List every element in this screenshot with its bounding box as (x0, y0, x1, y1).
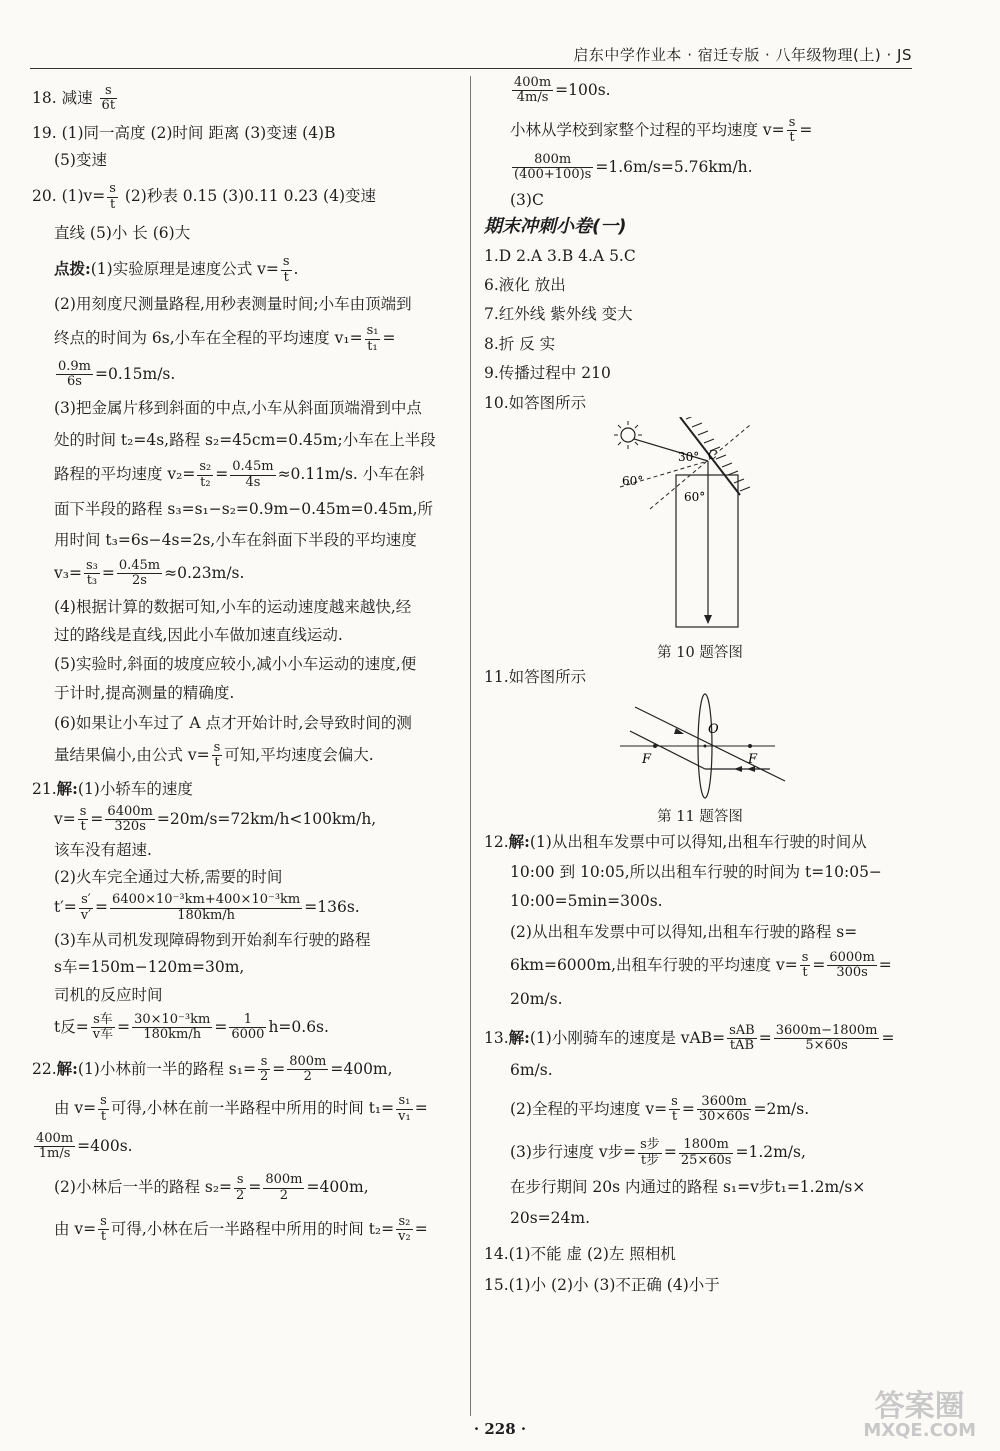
fraction: $\frac{\text{30×10⁻³km}}{180km/h}$ (134, 1012, 211, 1043)
r-top3: $\frac{800m}{(400+100)s}$ =1.6m/s=5.76km/h. (514, 152, 753, 183)
p5-line2: 于计时,提高测量的精确度. (54, 684, 235, 703)
q21-line8: 司机的反应时间 (54, 985, 163, 1004)
q22-line2: 由 v= $\frac{s}{t}$ 可得,小林在前一半路程中所用的时间 t₁= $\frac{\text{s₁}}{\text{v₁}}$ = (54, 1093, 428, 1124)
fraction: $\frac{\text{s车}}{\text{v车}}$ (92, 1012, 114, 1043)
q22-line5: 由 v= $\frac{s}{t}$ 可得,小林在后一半路程中所用的时间 t₂= $\frac{\text{s₂}}{\text{v₂}}$ = (54, 1214, 428, 1245)
q21-line5: t′= $\frac{s'}{v'}$ = $\frac{\text{6400×10⁻³km+400×10⁻³km}}{180km/h}$ =136s. (54, 892, 360, 923)
right-column (484, 75, 916, 1295)
q21-line3: 该车没有超速. (54, 840, 152, 859)
r-top2: 小林从学校到家整个过程的平均速度 v= $\frac{s}{t}$ = (510, 114, 813, 145)
page-number: · 228 · (473, 1420, 527, 1438)
fraction: $\frac{\text{6400×10⁻³km+400×10⁻³km}}{180km/h}$ (112, 892, 301, 923)
sun-rays (614, 421, 642, 449)
q20-line2: 直线 (5)小 长 (6)大 (54, 223, 191, 242)
fraction: $\frac{s}{t}$ (801, 949, 809, 981)
left-column (32, 80, 458, 1245)
section-title: 期末冲刺小卷(一) (484, 216, 627, 238)
q18: 18. 减速 $\frac{s}{6t}$ (32, 83, 116, 114)
dianbo-p1: 点拨:(1)实验原理是速度公式 v= $\frac{s}{t}$ . (54, 254, 299, 285)
answer-6: 6.液化 放出 (484, 276, 566, 295)
q13-line1: 13.解:(1)小刚骑车的速度是 vAB= $\frac{\text{sAB}}{\text{tAB}}$ = $\frac{3600m-1800m}{5\times 60s}$ = (484, 1022, 895, 1054)
label-o: O (708, 722, 719, 738)
q19-line2: (5)变速 (54, 150, 107, 169)
q21-line4: (2)火车完全通过大桥,需要的时间 (54, 867, 283, 886)
label-c: C (708, 447, 718, 462)
q13-line5: 在步行期间 20s 内通过的路程 s₁=v步t₁=1.2m/s× (510, 1177, 866, 1196)
figure-10-caption: 第 10 题答图 (657, 644, 743, 661)
p3-line4: 面下半段的路程 s₃=s₁−s₂=0.9m−0.45m=0.45m,所 (54, 499, 434, 518)
fraction: $\frac{s}{2}$ (259, 1053, 269, 1084)
q21-line7: s车=150m−120m=30m, (54, 958, 245, 977)
fraction: $\frac{\text{sAB}}{\text{tAB}}$ (729, 1022, 755, 1054)
p4-line2: 过的路线是直线,因此小车做加速直线运动. (54, 625, 343, 644)
q13-line2: 6m/s. (510, 1061, 553, 1080)
q12-line5: 6km=6000m,出租车行驶的平均速度 v= $\frac{s}{t}$ = $\frac{6000m}{300s}$ = (510, 949, 892, 981)
fraction: $\frac{800m}{(400+100)s}$ (514, 152, 592, 183)
q21-line9: t反= $\frac{\text{s车}}{\text{v车}}$ = $\frac{\text{30×10⁻³km}}{180km/h}$ = $\frac{1}{6000}$ h=0.6s. (54, 1012, 329, 1043)
p4-line1: (4)根据计算的数据可知,小车的运动速度越来越快,经 (54, 598, 412, 617)
fraction: $\frac{s}{6t}$ (101, 83, 116, 114)
p5-line1: (5)实验时,斜面的坡度应较小,减小小车运动的速度,便 (54, 654, 417, 673)
fraction: $\frac{\text{s₁}}{\text{t₁}}$ (366, 323, 379, 354)
arrowhead (704, 615, 712, 624)
fraction: $\frac{400m}{1m/s}$ (36, 1130, 74, 1162)
focal-point-left (653, 744, 657, 748)
fraction: $\frac{\text{s₃}}{\text{t₃}}$ (85, 557, 98, 588)
answer-10: 10.如答图所示 (484, 393, 587, 412)
fraction: $\frac{\text{s₁}}{\text{v₁}}$ (398, 1093, 411, 1124)
fraction: $\frac{s}{t}$ (100, 1214, 107, 1245)
figure-11-lens (610, 691, 790, 801)
p2-line3: $\frac{0.9m}{6s}$ =0.15m/s. (58, 358, 176, 390)
fraction: $\frac{0.45m}{2s}$ (118, 557, 161, 588)
fraction: $\frac{\text{s步}}{\text{t步}}$ (640, 1137, 660, 1168)
angle-label-top: 30° (678, 449, 700, 464)
fraction: $\frac{s}{t}$ (109, 181, 116, 212)
answer-11: 11.如答图所示 (484, 667, 587, 686)
r-top4: (3)C (510, 190, 544, 209)
fraction: $\frac{s}{t}$ (213, 740, 221, 771)
p3-line5: 用时间 t₃=6s−4s=2s,小车在斜面下半段的平均速度 (54, 531, 417, 550)
label-f-right: F (748, 752, 758, 768)
fraction: $\frac{s}{t}$ (100, 1093, 107, 1124)
answer-7: 7.红外线 紫外线 变大 (484, 305, 633, 324)
p3-line3: 路程的平均速度 v₂= $\frac{\text{s₂}}{\text{t₂}}$ = $\frac{0.45m}{4s}$ ≈0.11m/s. 小车在斜 (54, 459, 425, 490)
angle-label-bottom: 60° (684, 489, 706, 504)
answer-14: 14.(1)不能 虚 (2)左 照相机 (484, 1244, 676, 1263)
p6-line2: 量结果偏小,由公式 v= $\frac{s}{t}$ 可知,平均速度会偏大. (54, 740, 374, 771)
ray-upper (635, 707, 785, 781)
q19-line1: 19. (1)同一高度 (2)时间 距离 (3)变速 (4)B (32, 123, 336, 142)
fraction: $\frac{s}{t}$ (671, 1093, 678, 1125)
fraction: $\frac{1800m}{25\times 60s}$ (680, 1137, 732, 1168)
q21-line1: 21.解:(1)小轿车的速度 (32, 778, 193, 798)
angle-label-left: 60° (622, 473, 644, 488)
focal-point-right (748, 744, 752, 748)
q22-line1: 22.解:(1)小林前一半的路程 s₁= $\frac{s}{2}$ = $\frac{800m}{2}$ =400m, (32, 1053, 393, 1084)
header-rule (30, 68, 912, 69)
fraction: $\frac{800m}{2}$ (289, 1053, 327, 1084)
q21-line6: (3)车从司机发现障碍物到开始刹车行驶的路程 (54, 930, 371, 949)
fraction: $\frac{0.9m}{6s}$ (58, 358, 92, 390)
arrowhead (734, 766, 742, 772)
running-header: 启东中学作业本 · 宿迁专版 · 八年级物理(上) · JS (573, 46, 912, 64)
fraction: $\frac{s}{t}$ (282, 254, 290, 285)
answer-9: 9.传播过程中 210 (484, 364, 611, 383)
figure-11-caption: 第 11 题答图 (657, 809, 743, 826)
fraction: $\frac{1}{6000}$ (231, 1012, 265, 1043)
figure-10-reflection-refraction (600, 417, 800, 637)
fraction: $\frac{0.45m}{4s}$ (232, 459, 274, 490)
q22-line3: $\frac{400m}{1m/s}$ =400s. (36, 1130, 133, 1162)
fraction: $\frac{\text{s₂}}{\text{t₂}}$ (199, 459, 212, 490)
q22-line4: (2)小林后一半的路程 s₂= $\frac{s}{2}$ = $\frac{800m}{2}$ =400m, (54, 1172, 369, 1203)
q12-line2: 10:00 到 10:05,所以出租车行驶的时间为 t=10:05− (510, 862, 882, 881)
fraction: $\frac{3600m-1800m}{5\times 60s}$ (775, 1022, 878, 1054)
p3-line1: (3)把金属片移到斜面的中点,小车从斜面顶端滑到中点 (54, 399, 422, 418)
fraction: $\frac{6400m}{320s}$ (107, 804, 153, 835)
q13-line6: 20s=24m. (510, 1209, 591, 1228)
q13-line4: (3)步行速度 v步= $\frac{\text{s步}}{\text{t步}}$ = $\frac{1800m}{25\times 60s}$ =1.2m/s, (510, 1137, 806, 1168)
fraction: $\frac{s}{2}$ (236, 1172, 245, 1203)
answer-15: 15.(1)小 (2)小 (3)不正确 (4)小于 (484, 1276, 720, 1295)
p3-line6: v₃= $\frac{\text{s₃}}{\text{t₃}}$ = $\frac{0.45m}{2s}$ ≈0.23m/s. (54, 557, 245, 588)
answer-8: 8.折 反 实 (484, 334, 556, 353)
fraction: $\frac{400m}{4m/s}$ (514, 75, 552, 106)
fraction: $\frac{3600m}{30\times 60s}$ (698, 1093, 750, 1125)
optical-center (704, 745, 707, 748)
q13-line3: (2)全程的平均速度 v= $\frac{s}{t}$ = $\frac{3600m}{30\times 60s}$ =2m/s. (510, 1093, 810, 1125)
fraction: $\frac{6000m}{300s}$ (829, 949, 875, 981)
watermark-logo: 答案圈 MXQE.COM (863, 1388, 976, 1442)
fraction: $\frac{\text{s₂}}{\text{v₂}}$ (398, 1214, 411, 1245)
fraction: $\frac{s}{t}$ (79, 804, 87, 835)
q20-line1: 20. (1)v= $\frac{s}{t}$ (2)秒表 0.15 (3)0.11 0.23 (4)变速 (32, 181, 376, 212)
p2-line2: 终点的时间为 6s,小车在全程的平均速度 v₁= $\frac{\text{s₁}}{\text{t₁}}$ = (54, 323, 396, 354)
q12-line3: 10:00=5min=300s. (510, 892, 663, 911)
fraction: $\frac{800m}{2}$ (265, 1172, 303, 1203)
sun-icon (621, 428, 635, 442)
answer-1-5: 1.D 2.A 3.B 4.A 5.C (484, 246, 636, 265)
q12-line4: (2)从出租车发票中可以得知,出租车行驶的路程 s= (510, 923, 858, 942)
q12-line1: 12.解:(1)从出租车发票中可以得知,出租车行驶的时间从 (484, 832, 867, 852)
p6-line1: (6)如果让小车过了 A 点才开始计时,会导致时间的测 (54, 713, 412, 732)
p2-line1: (2)用刻度尺测量路程,用秒表测量时间;小车由顶端到 (54, 294, 412, 313)
p3-line2: 处的时间 t₂=4s,路程 s₂=45cm=0.45m;小车在上半段 (54, 430, 436, 449)
column-divider (470, 76, 471, 1416)
r-top1: $\frac{400m}{4m/s}$ =100s. (514, 75, 611, 106)
fraction: $\frac{s'}{v'}$ (80, 892, 92, 923)
q21-line2: v= $\frac{s}{t}$ = $\frac{6400m}{320s}$ =20m/s=72km/h<100km/h, (54, 804, 377, 835)
fraction: $\frac{s}{t}$ (788, 114, 796, 145)
label-f-left: F (642, 752, 652, 768)
q12-line6: 20m/s. (510, 990, 563, 1009)
